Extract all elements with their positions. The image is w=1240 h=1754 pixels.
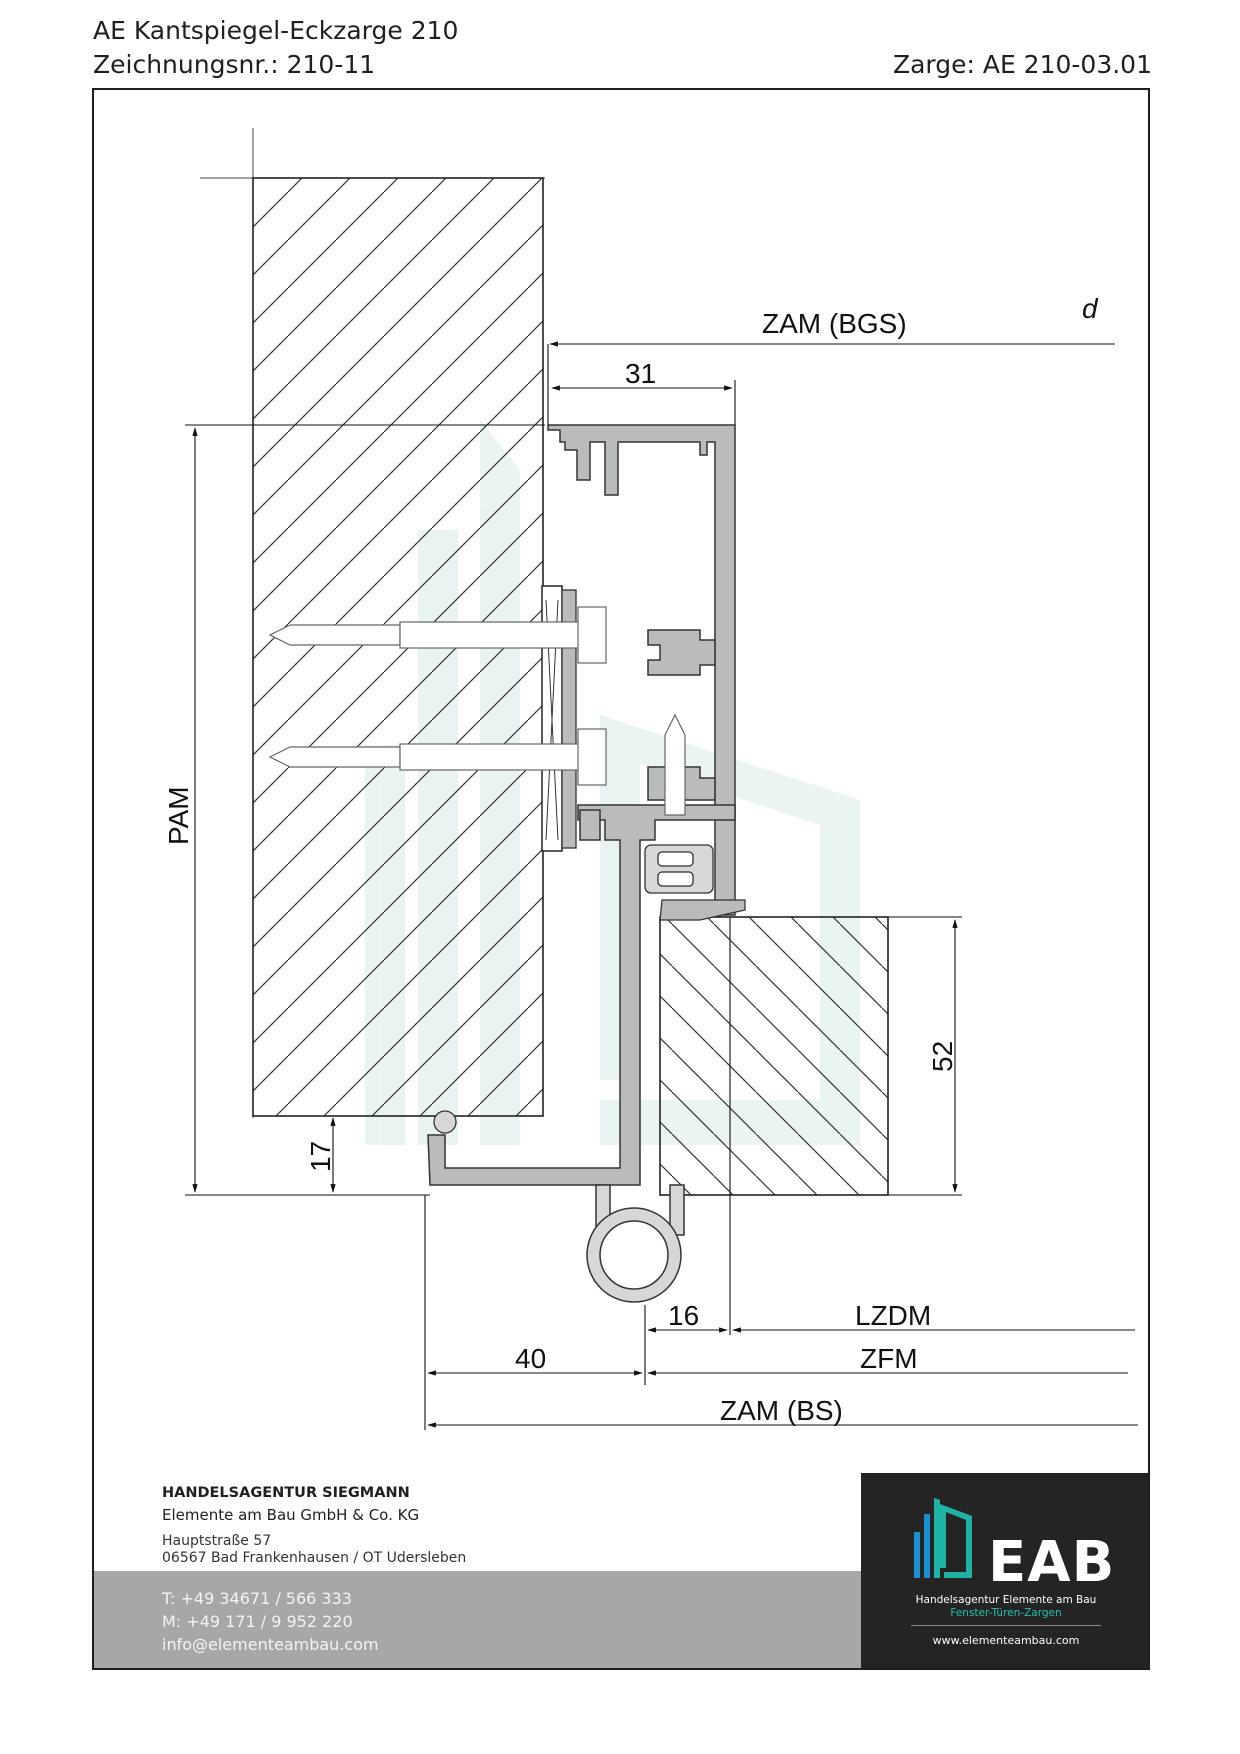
company-subtitle: Elemente am Bau GmbH & Co. KG <box>162 1506 420 1524</box>
dim-16: 16 <box>668 1300 700 1331</box>
dim-pam: PAM <box>163 786 194 845</box>
dim-lzdm: LZDM <box>855 1300 932 1331</box>
logo-tagline: Handelsagentur Elemente am Bau <box>915 1594 1097 1606</box>
dim-zam-bs: ZAM (BS) <box>720 1395 843 1426</box>
phone-number: T: +49 34671 / 566 333 <box>162 1589 352 1608</box>
eab-logo-icon <box>910 1492 1000 1582</box>
drawing-title: AE Kantspiegel-Eckzarge 210 <box>93 16 459 45</box>
dim-17: 17 <box>305 1140 336 1172</box>
logo-wordmark: EAB <box>988 1530 1116 1595</box>
door-leaf-section <box>660 917 888 1195</box>
logo-rule <box>911 1625 1101 1626</box>
hinge <box>587 1185 684 1302</box>
dim-zam-bgs: ZAM (BGS) <box>762 308 907 339</box>
dim-zfm: ZFM <box>860 1343 918 1374</box>
dim-52: 52 <box>927 1040 958 1072</box>
company-name: HANDELSAGENTUR SIEGMANN <box>162 1485 410 1501</box>
company-street: Hauptstraße 57 <box>162 1533 272 1549</box>
dim-d: d <box>1082 293 1098 324</box>
dim-31: 31 <box>625 358 657 389</box>
drawing-number: Zeichnungsnr.: 210-11 <box>93 50 376 79</box>
dim-40: 40 <box>515 1343 547 1374</box>
email-link[interactable]: info@elementeambau.com <box>162 1635 379 1654</box>
company-city: 06567 Bad Frankenhausen / OT Udersleben <box>162 1550 467 1566</box>
mobile-number: M: +49 171 / 9 952 220 <box>162 1612 353 1631</box>
frame-number: Zarge: AE 210-03.01 <box>892 50 1152 79</box>
website-link[interactable]: www.elementeambau.com <box>932 1634 1080 1647</box>
logo-tagline-products: Fenster-Türen-Zargen <box>950 1607 1062 1619</box>
